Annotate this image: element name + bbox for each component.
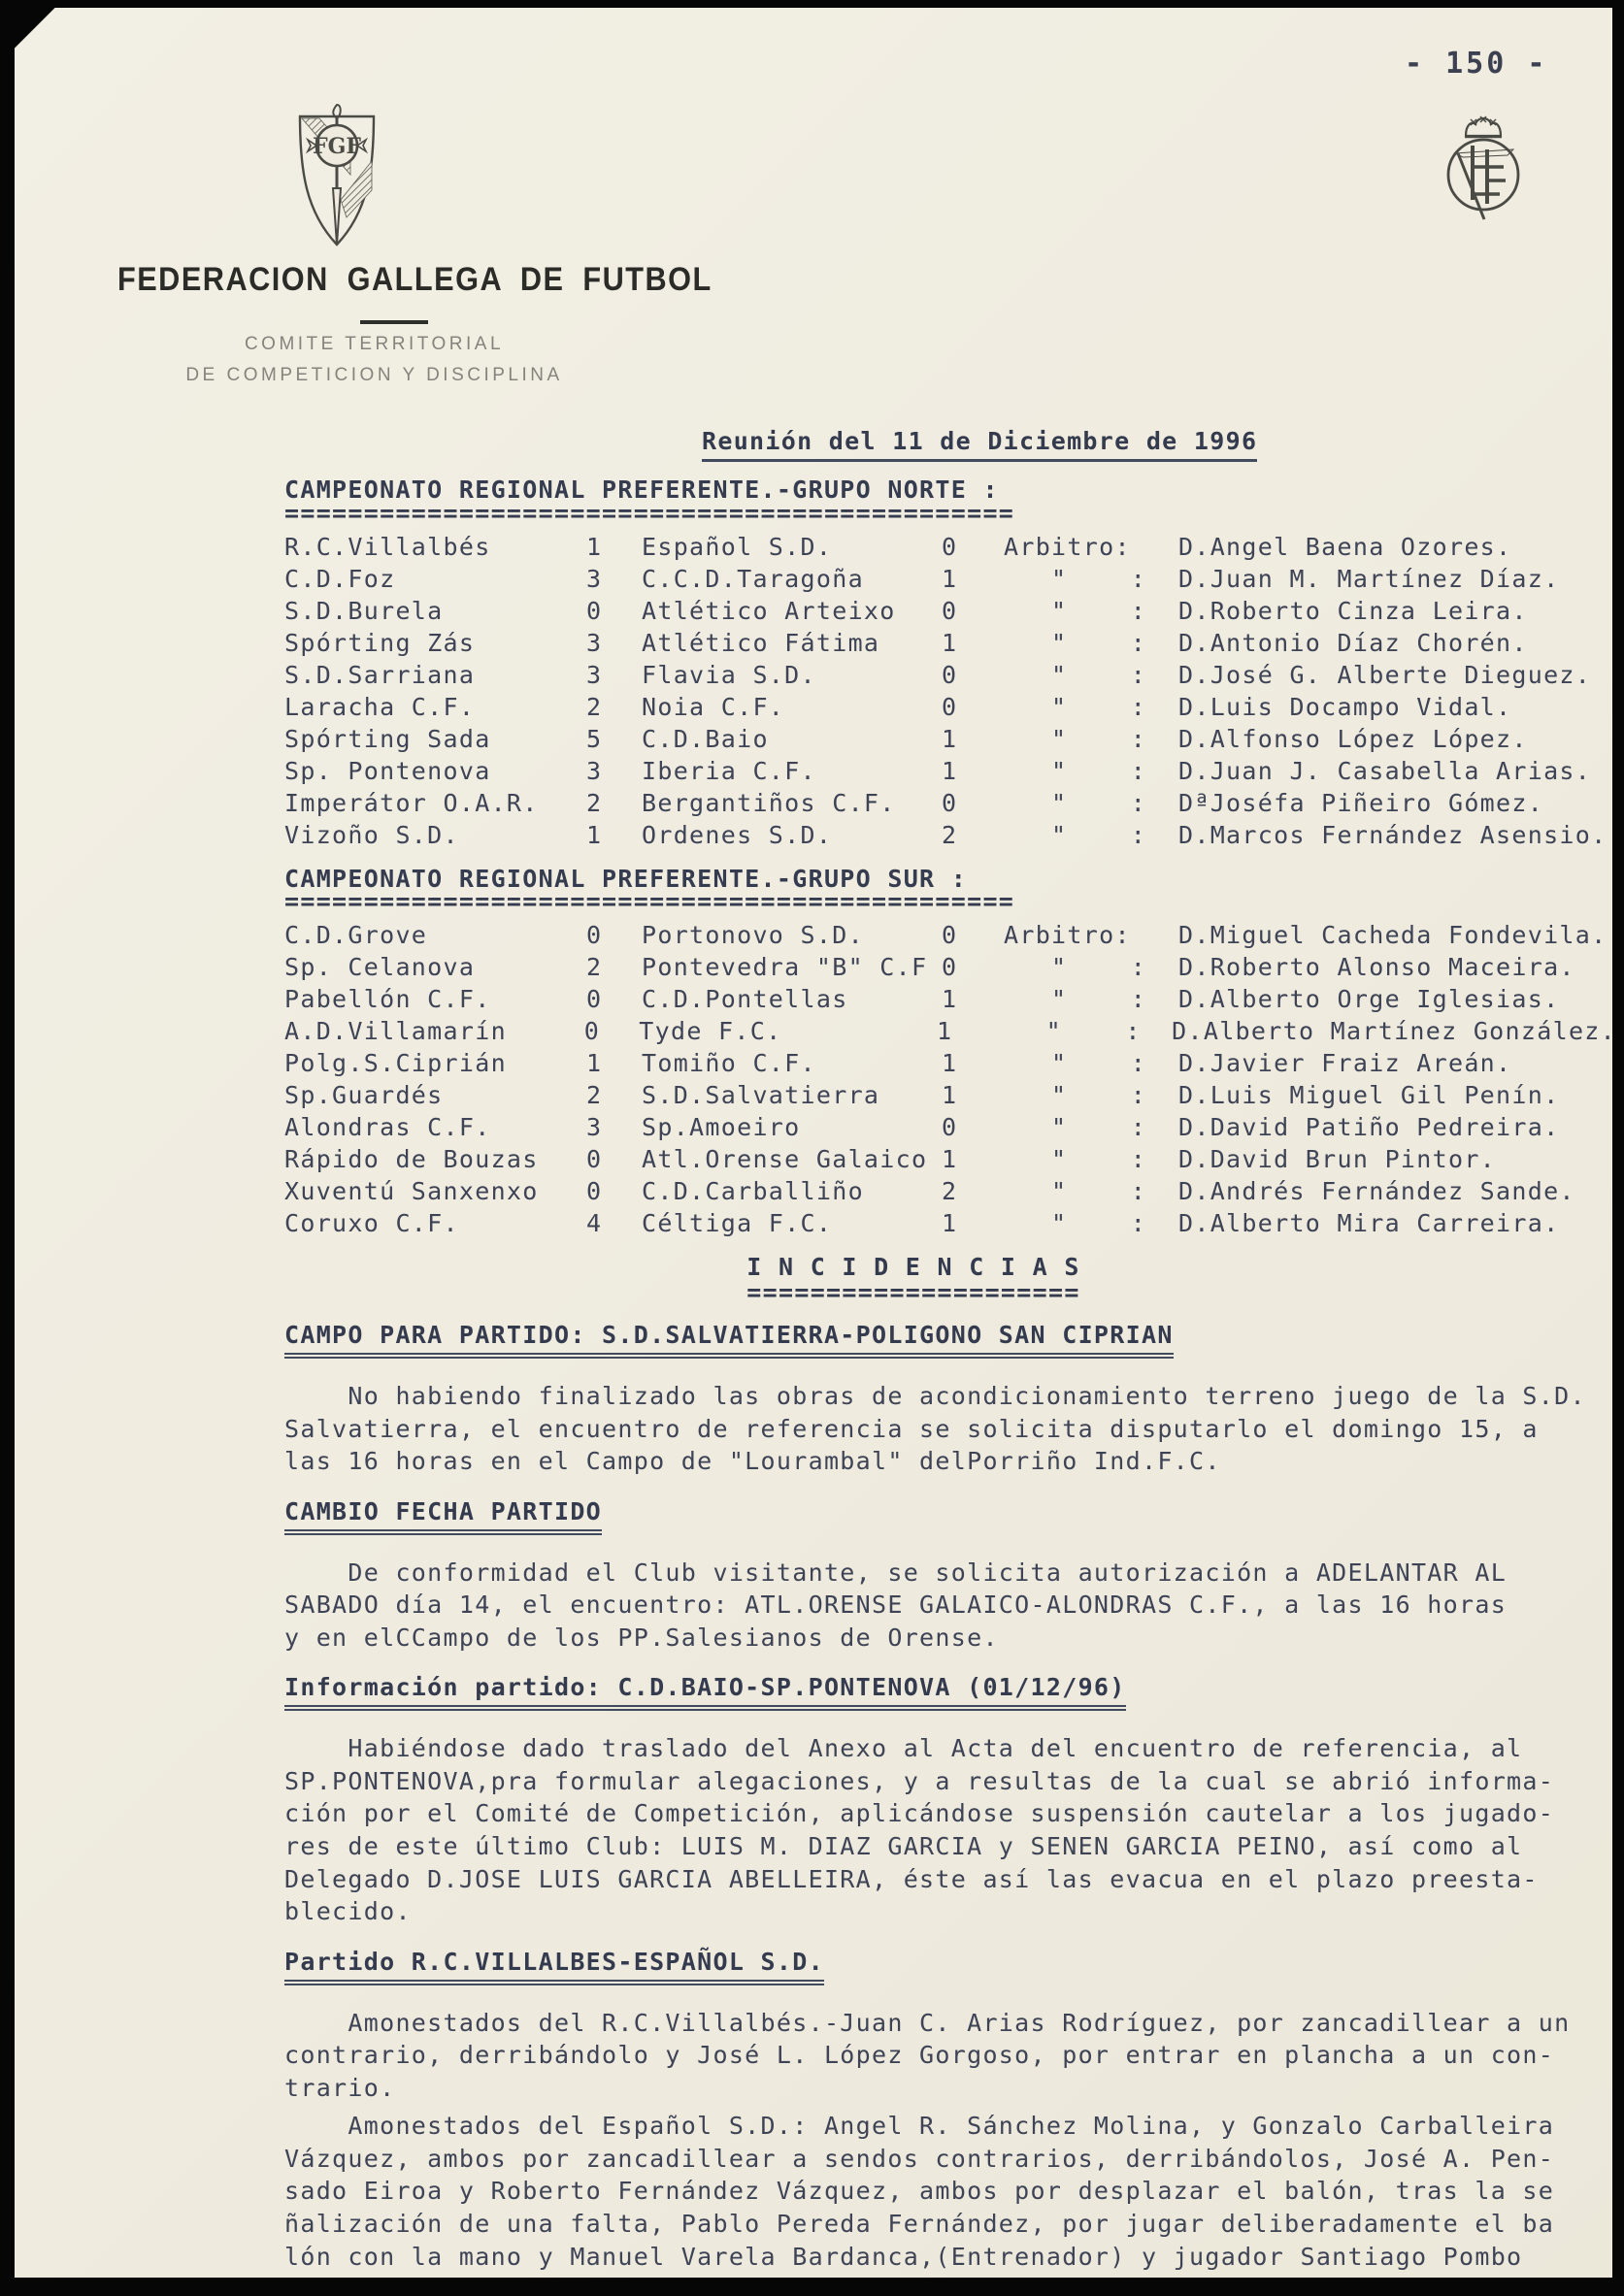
referee-name: D.Alberto Mira Carreira. — [1178, 1209, 1560, 1238]
match-row — [284, 819, 1616, 851]
away-team: Sp.Amoeiro — [642, 1113, 801, 1142]
referee-label: " : — [1004, 564, 1147, 593]
away-team: Céltiga F.C. — [642, 1209, 833, 1238]
incidencias-sections — [284, 1319, 1616, 2273]
referee-label: " : — [1004, 628, 1147, 657]
incidencia-section — [284, 1946, 1616, 2274]
away-score: 0 — [942, 692, 958, 721]
section-heading: CAMBIO FECHA PARTIDO — [284, 1495, 602, 1535]
away-score: 0 — [942, 788, 958, 817]
referee-name: D.José G. Alberte Dieguez. — [1178, 660, 1592, 689]
match-row — [284, 787, 1616, 819]
home-score: 1 — [586, 820, 603, 849]
letterhead-rule — [360, 320, 428, 324]
referee-name: D.Roberto Cinza Leira. — [1178, 596, 1528, 625]
referee-name: D.Juan J. Casabella Arias. — [1178, 756, 1592, 785]
away-score: 0 — [942, 953, 958, 982]
match-row — [284, 1047, 1616, 1079]
away-team: C.C.D.Taragoña — [642, 564, 864, 593]
referee-name: D.Alberto Martínez González. — [1172, 1017, 1616, 1046]
paragraph-line: Salvatierra, el encuentro de referencia se solicita disputarlo el domingo 15, a — [284, 1414, 1539, 1443]
home-team: S.D.Burela — [284, 596, 444, 625]
results-table-norte — [284, 474, 1616, 851]
section-heading-row — [284, 1671, 1616, 1711]
org-name: FEDERACION GALLEGA DE FUTBOL — [117, 260, 713, 298]
home-team: R.C.Villalbés — [284, 532, 491, 561]
home-score: 3 — [586, 1113, 603, 1142]
away-score: 1 — [942, 756, 958, 785]
referee-name: D.Luis Docampo Vidal. — [1178, 692, 1512, 721]
table-separator: ============================================== — [284, 504, 1015, 522]
referee-name: D.Miguel Cacheda Fondevila. — [1178, 921, 1607, 950]
paragraph-line: ñalización de una falta, Pablo Pereda Fernández, por jugar deliberadamente el ba — [284, 2210, 1555, 2239]
referee-label: " : — [998, 1017, 1142, 1046]
incidencias-header — [248, 1251, 1579, 1307]
incidencia-section — [284, 1495, 1616, 1655]
away-team: S.D.Salvatierra — [642, 1081, 880, 1110]
away-team: Tomiño C.F. — [642, 1049, 816, 1078]
away-team: Pontevedra "B" C.F — [642, 953, 928, 982]
home-team: Laracha C.F. — [284, 692, 476, 721]
referee-name: D.Alberto Orge Iglesias. — [1178, 985, 1560, 1014]
referee-name: D.Alfonso López López. — [1178, 724, 1528, 753]
incidencias-separator: ===================== — [746, 1278, 1080, 1307]
paragraph — [284, 1557, 1616, 1655]
away-score: 0 — [942, 596, 958, 625]
paragraph-line: Amonestados del Español S.D.: Angel R. Sánchez Molina, y Gonzalo Carballeira — [284, 2112, 1555, 2141]
referee-label: " : — [1004, 692, 1147, 721]
paragraph — [284, 2007, 1616, 2105]
referee-name: D.David Patiño Pedreira. — [1178, 1113, 1560, 1142]
away-team: Atl.Orense Galaico — [642, 1145, 928, 1174]
match-row — [284, 691, 1616, 723]
referee-name: D.Juan M. Martínez Díaz. — [1178, 564, 1560, 593]
away-score: 0 — [942, 660, 958, 689]
paragraph-line: y en elCCampo de los PP.Salesianos de Orense. — [284, 1623, 999, 1652]
away-team: Atlético Arteixo — [642, 596, 896, 625]
paragraph-line: No habiendo finalizado las obras de acondicionamiento terreno juego de la S.D. — [284, 1381, 1586, 1410]
home-team: Coruxo C.F. — [284, 1209, 459, 1238]
home-score: 3 — [586, 628, 603, 657]
referee-label: " : — [1004, 1209, 1147, 1238]
home-team: Sp. Pontenova — [284, 756, 491, 785]
paragraph-line: blecido. — [284, 1897, 412, 1926]
referee-label: " : — [1004, 1049, 1147, 1078]
home-score: 0 — [586, 596, 603, 625]
away-team: C.D.Pontellas — [642, 985, 848, 1014]
typewritten-content — [284, 425, 1616, 2273]
away-team: Flavia S.D. — [642, 660, 816, 689]
results-table-sur — [284, 863, 1616, 1240]
referee-label: " : — [1004, 985, 1147, 1014]
away-score: 0 — [942, 532, 958, 561]
home-score: 0 — [586, 921, 603, 950]
paragraph-line: SP.PONTENOVA,pra formular alegaciones, y a resultas de la cual se abrió informa- — [284, 1766, 1555, 1795]
section-heading-row — [284, 1319, 1616, 1359]
home-score: 2 — [586, 788, 603, 817]
committee-line-2: DE COMPETICION Y DISCIPLINA — [185, 365, 563, 385]
match-row — [284, 951, 1616, 983]
home-team: A.D.Villamarín — [284, 1017, 507, 1046]
table-separator: ============================================== — [284, 893, 1015, 911]
away-score: 1 — [937, 1017, 953, 1046]
away-team: Atlético Fátima — [642, 628, 880, 657]
paragraph — [284, 1380, 1616, 1478]
referee-label: " : — [1004, 953, 1147, 982]
referee-name: D.Roberto Alonso Maceira. — [1178, 953, 1575, 982]
meeting-title: Reunión del 11 de Diciembre de 1996 — [702, 425, 1257, 462]
home-team: Spórting Zás — [284, 628, 476, 657]
referee-name: DªJoséfa Piñeiro Gómez. — [1178, 788, 1544, 817]
referee-label: Arbitro: — [1004, 921, 1131, 950]
match-row — [284, 531, 1616, 563]
paragraph-line: sado Eiroa y Roberto Fernández Vázquez, ambos por desplazar el balón, tras la se — [284, 2177, 1555, 2206]
page-number: - 150 - — [1405, 47, 1548, 81]
away-score: 1 — [942, 628, 958, 657]
referee-name: D.David Brun Pintor. — [1178, 1145, 1497, 1174]
match-row — [284, 627, 1616, 659]
incidencias-title: I N C I D E N C I A S — [746, 1253, 1080, 1282]
home-team: Alondras C.F. — [284, 1113, 491, 1142]
referee-name: D.Javier Fraiz Areán. — [1178, 1049, 1512, 1078]
paragraph-line: Amonestados del R.C.Villalbés.-Juan C. Arias Rodríguez, por zancadillear a un — [284, 2008, 1571, 2037]
away-team: C.D.Carballiño — [642, 1177, 864, 1206]
away-score: 1 — [942, 1145, 958, 1174]
away-score: 2 — [942, 1177, 958, 1206]
match-row — [284, 1207, 1616, 1239]
match-row — [284, 1143, 1616, 1175]
match-row — [284, 1079, 1616, 1111]
rfef-crest-icon — [1434, 111, 1533, 223]
home-team: Polg.S.Ciprián — [284, 1049, 507, 1078]
home-score: 2 — [586, 1081, 603, 1110]
home-team: C.D.Grove — [284, 921, 428, 950]
referee-name: D.Andrés Fernández Sande. — [1178, 1177, 1575, 1206]
section-heading: Partido R.C.VILLALBES-ESPAÑOL S.D. — [284, 1946, 824, 1985]
referee-label: " : — [1004, 820, 1147, 849]
referee-name: D.Marcos Fernández Asensio. — [1178, 820, 1607, 849]
document-page — [15, 8, 1616, 2278]
home-team: Imperátor O.A.R. — [284, 788, 539, 817]
referee-name: D.Angel Baena Ozores. — [1178, 532, 1512, 561]
paragraph-line: Delegado D.JOSE LUIS GARCIA ABELLEIRA, éste así las evacua en el plazo preesta- — [284, 1864, 1539, 1893]
home-score: 3 — [586, 660, 603, 689]
home-score: 1 — [586, 532, 603, 561]
home-score: 4 — [586, 1209, 603, 1238]
away-score: 0 — [942, 921, 958, 950]
away-team: Tyde F.C. — [639, 1017, 782, 1046]
home-team: Vizoño S.D. — [284, 820, 459, 849]
home-team: Sp.Guardés — [284, 1081, 444, 1110]
table-heading: CAMPEONATO REGIONAL PREFERENTE.-GRUPO SUR : — [284, 864, 968, 893]
scan-corner-shadow — [15, 8, 67, 60]
away-team: Bergantiños C.F. — [642, 788, 896, 817]
home-team: Spórting Sada — [284, 724, 491, 753]
away-score: 1 — [942, 1049, 958, 1078]
incidencia-section — [284, 1671, 1616, 1927]
match-row — [284, 919, 1616, 951]
referee-label: " : — [1004, 596, 1147, 625]
paragraph-line: contrario, derribándolo y José L. López Gorgoso, por entrar en plancha a un con- — [284, 2041, 1555, 2070]
home-team: C.D.Foz — [284, 564, 396, 593]
away-team: Noia C.F. — [642, 692, 785, 721]
paragraph-line: res de este último Club: LUIS M. DIAZ GARCIA y SENEN GARCIA PEINO, así como al — [284, 1831, 1523, 1860]
home-score: 3 — [586, 756, 603, 785]
match-row — [284, 755, 1616, 787]
referee-label: " : — [1004, 788, 1147, 817]
referee-label: " : — [1004, 660, 1147, 689]
away-score: 1 — [942, 1209, 958, 1238]
section-heading: CAMPO PARA PARTIDO: S.D.SALVATIERRA-POLIGONO SAN CIPRIAN — [284, 1319, 1174, 1359]
home-score: 5 — [586, 724, 603, 753]
svg-text:FGF: FGF — [312, 134, 362, 159]
home-score: 3 — [586, 564, 603, 593]
referee-name: D.Luis Miguel Gil Penín. — [1178, 1081, 1560, 1110]
table-heading: CAMPEONATO REGIONAL PREFERENTE.-GRUPO NORTE : — [284, 475, 999, 504]
paragraph-line: trario. — [284, 2073, 396, 2102]
away-score: 1 — [942, 1081, 958, 1110]
home-team: Sp. Celanova — [284, 953, 476, 982]
away-score: 1 — [942, 985, 958, 1014]
section-heading: Información partido: C.D.BAIO-SP.PONTENOVA (01/12/96) — [284, 1671, 1126, 1711]
paragraph — [284, 1732, 1616, 1928]
match-row — [284, 659, 1616, 691]
paragraph — [284, 2110, 1616, 2273]
away-team: Ordenes S.D. — [642, 820, 833, 849]
referee-label: " : — [1004, 1081, 1147, 1110]
home-team: S.D.Sarriana — [284, 660, 476, 689]
home-team: Xuventú Sanxenxo — [284, 1177, 539, 1206]
away-team: C.D.Baio — [642, 724, 769, 753]
incidencia-section — [284, 1319, 1616, 1478]
match-row — [284, 563, 1616, 595]
home-score: 0 — [586, 1145, 603, 1174]
home-score: 0 — [583, 1017, 601, 1046]
away-score: 1 — [942, 564, 958, 593]
home-team: Pabellón C.F. — [284, 985, 491, 1014]
match-row — [284, 1111, 1616, 1143]
match-row — [284, 595, 1616, 627]
away-team: Portonovo S.D. — [642, 921, 864, 950]
match-row — [284, 1015, 1616, 1047]
referee-label: " : — [1004, 756, 1147, 785]
section-heading-row — [284, 1946, 1616, 1985]
paragraph-line: Vázquez, ambos por zancadillear a sendos contrarios, derribándolos, José A. Pen- — [284, 2144, 1555, 2173]
away-score: 1 — [942, 724, 958, 753]
away-team: Español S.D. — [642, 532, 833, 561]
referee-label: Arbitro: — [1004, 532, 1131, 561]
paragraph-line: Habiéndose dado traslado del Anexo al Acta del encuentro de referencia, al — [284, 1734, 1523, 1763]
fgf-shield-icon — [290, 103, 383, 250]
committee-line-1: COMITE TERRITORIAL — [244, 334, 505, 354]
home-score: 2 — [586, 692, 603, 721]
referee-label: " : — [1004, 1113, 1147, 1142]
match-row — [284, 1175, 1616, 1207]
away-score: 2 — [942, 820, 958, 849]
away-score: 0 — [942, 1113, 958, 1142]
paragraph-line: ción por el Comité de Competición, aplicándose suspensión cautelar a los jugado- — [284, 1799, 1555, 1828]
home-score: 1 — [586, 1049, 603, 1078]
referee-label: " : — [1004, 724, 1147, 753]
match-row — [284, 983, 1616, 1015]
section-heading-row — [284, 1495, 1616, 1535]
home-score: 0 — [586, 1177, 603, 1206]
away-team: Iberia C.F. — [642, 756, 816, 785]
referee-label: " : — [1004, 1177, 1147, 1206]
paragraph-line: lón con la mano y Manuel Varela Bardanca,(Entrenador) y jugador Santiago Pombo — [284, 2242, 1523, 2271]
home-team: Rápido de Bouzas — [284, 1145, 539, 1174]
home-score: 0 — [586, 985, 603, 1014]
paragraph-line: las 16 horas en el Campo de "Lourambal" delPorriño Ind.F.C. — [284, 1447, 1221, 1476]
home-score: 2 — [586, 953, 603, 982]
referee-label: " : — [1004, 1145, 1147, 1174]
paragraph-line: SABADO día 14, el encuentro: ATL.ORENSE GALAICO-ALONDRAS C.F., a las 16 horas — [284, 1591, 1508, 1620]
paragraph-line: De conformidad el Club visitante, se solicita autorización a ADELANTAR AL — [284, 1558, 1508, 1587]
results-tables — [284, 474, 1616, 1240]
referee-name: D.Antonio Díaz Chorén. — [1178, 628, 1528, 657]
match-row — [284, 723, 1616, 755]
